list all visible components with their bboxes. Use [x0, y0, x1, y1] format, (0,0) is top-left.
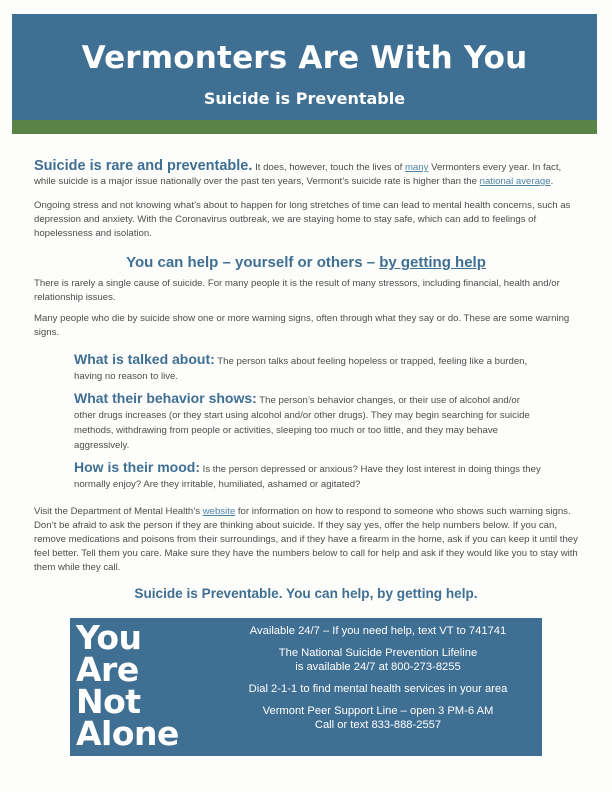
- peer-support-info: [220, 704, 536, 732]
- dmh-paragraph: [34, 505, 582, 575]
- page-subtitle: Suicide is Preventable: [203, 89, 406, 108]
- dmh-text-2: for information on how to respond to someone who shows such warning signs. Don’t be afraid to ask the person if they are thinking about suicide. If they say yes, offer the help numbers below. If you can, remove medications and poisons from their surroundings, and if they have a firearm in the home, ask if you can keep it until they feel better. Tell them you care. Make sure they have the numbers below to call for help and ask if they would like you to stay with them while they call.: [34, 506, 578, 573]
- peer-support-number: Call or text 833-888-2557: [314, 719, 442, 731]
- dmh-text-1: Visit the Department of Mental Health’s: [34, 506, 203, 517]
- accent-divider: [12, 120, 597, 134]
- warning-sign-behavior: [74, 391, 544, 453]
- alone-word: Alone: [76, 714, 179, 753]
- help-heading-text: You can help – yourself or others –: [126, 254, 380, 271]
- warning-sign-title: How is their mood:: [74, 459, 200, 475]
- help-lines: [220, 624, 536, 740]
- national-average-link[interactable]: national average: [479, 176, 551, 187]
- peer-support-hours: Vermont Peer Support Line – open 3 PM-6 AM: [262, 705, 494, 717]
- not-word: Not: [76, 682, 141, 721]
- you-word: You: [76, 618, 142, 657]
- warning-sign-mood: [74, 460, 544, 492]
- cause-paragraph: There is rarely a single cause of suicide. For many people it is the result of many stressors, including financial, health and/or relationship issues.: [34, 278, 560, 303]
- intro-text-2: Vermonters every year. In fact, while suicide is a major issue nationally over the past ten years, Vermont’s suicide rate is higher than the: [34, 162, 562, 187]
- are-word: Are: [76, 650, 139, 689]
- covid-paragraph: Ongoing stress and not knowing what’s about to happen for long stretches of time can lead to mental health concerns, such as depression and anxiety. With the Coronavirus outbreak, we are staying home to stay safe, which can add to feelings of hopelessness and isolation.: [34, 200, 571, 239]
- warning-sign-text: The person talks about feeling hopeless or trapped, feeling like a burden, having no reason to live.: [74, 356, 528, 382]
- help-heading: [0, 254, 612, 271]
- signs-paragraph: Many people who die by suicide show one or more warning signs, often through what they say or do. These are some warning signs.: [34, 313, 570, 338]
- warning-sign-talk: [74, 352, 544, 384]
- lifeline-info: [220, 646, 536, 674]
- lifeline-name: The National Suicide Prevention Lifeline: [278, 647, 478, 659]
- intro-text-3: .: [550, 176, 554, 187]
- warning-sign-text: The person’s behavior changes, or their use of alcohol and/or other drugs increases (or they start using alcohol and/or other drugs). They may begin searching for suicide methods, withdrawing from people or activities, sleeping too much or too little, and they may behave aggressively.: [74, 395, 530, 451]
- closing-statement: Suicide is Preventable. You can help, by getting help.: [134, 586, 478, 601]
- header-banner: [12, 14, 597, 120]
- dial-211-info: Dial 2-1-1 to find mental health services in your area: [248, 683, 508, 695]
- warning-sign-text: Is the person depressed or anxious? Have they lost interest in doing things they normally enjoy? Are they irritable, humiliated, ashamed or agitated?: [74, 464, 541, 490]
- help-lines-box: [70, 618, 542, 756]
- warning-sign-title: What is talked about:: [74, 351, 215, 367]
- page-title: Vermonters Are With You: [81, 40, 528, 76]
- warning-sign-title: What their behavior shows:: [74, 390, 257, 406]
- you-are-not-alone-graphic: [76, 618, 179, 753]
- intro-lead: Suicide is rare and preventable.: [34, 158, 253, 174]
- website-link[interactable]: website: [202, 506, 236, 517]
- text-line-info: Available 24/7 – If you need help, text VT to 741741: [249, 625, 507, 637]
- lifeline-number: is available 24/7 at 800-273-8255: [295, 661, 461, 673]
- many-link[interactable]: many: [404, 162, 429, 173]
- getting-help-link[interactable]: by getting help: [379, 254, 486, 271]
- intro-text-1: It does, however, touch the lives of: [252, 162, 405, 173]
- intro-paragraph: [34, 159, 582, 189]
